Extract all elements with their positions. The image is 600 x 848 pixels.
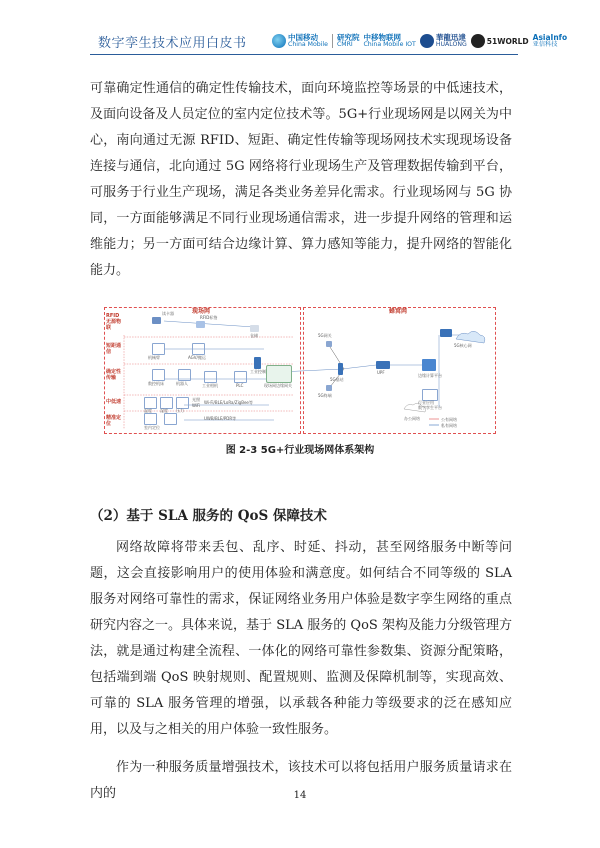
label-industry-app: 行业应用 [418, 400, 434, 405]
paragraph-1: 可靠确定性通信的确定性传输技术，面向环境监控等场景的中低速技术，及面向设备及人员定位的室内定位技术等。5G+行业现场网是以网关为中心，南向通过无源 RFID、短距、确定性传输等现场网技术实现现场设备连接与通信，北向通过 5G 网络将行业现场生产及管理数据传输到平台，可服务于行业生产现场，满足各类业务差异化需求。行业现场网与 5G 协同，一方面能够满足不同行业现场通信需求，进一步提升网络的管理和运维能力；另一方面可结合边缘计算、算力感知等能力，提升网络的智能化能力。 [90, 81, 512, 278]
header-title: 数字孪生技术应用白皮书 [98, 36, 247, 51]
label-agv: AGV/搬运 [188, 355, 206, 360]
header-rule [90, 54, 518, 55]
label-humidity: 湿度 [160, 408, 168, 413]
label-wireless-protocols: Wi-Fi/BLE/LoRa/ZigBee等 [204, 400, 253, 405]
label-digital-twin-platform: 数字孪生平台 [418, 405, 442, 410]
side-label-short-range: 短距通信 [106, 343, 122, 355]
page-header [0, 0, 600, 58]
china-mobile-icon [272, 34, 286, 48]
side-label-positioning: 精准定位 [106, 415, 122, 427]
agv-icon [192, 343, 205, 355]
rfid-reader-icon [152, 317, 161, 324]
hualong-icon [420, 34, 434, 48]
cmri-logo: 研究院 CMRI [336, 33, 360, 48]
hualong-logo: 華龍迅達 HUALONG [420, 34, 467, 48]
plc-icon [234, 371, 247, 383]
paragraph-2: 网络故障将带来丢包、乱序、时延、抖动，甚至网络服务中断等问题，这会直接影响用户的使用体验和满意度。如何结合不同等级的 SLA 服务对网络可靠性的需求，保证网络业务用户体验是数字孪生网络的重点研究内容之一。具体来说，基于 SLA 服务的 QoS 架构及能力分级管理方法，就是通过构建全流程、一体化的网络可靠性参数集、资源分配策略，包括端到端 QoS 映射规则、配置规则、监测及保障机制等，实现高效、可靠的 SLA 服务管理的增强，以承载各种能力等级要求的泛在感知应用，以及与之相关的用户体验一致性服务。 [90, 540, 512, 737]
page-number: 14 [293, 790, 307, 801]
industrial-camera-icon [204, 371, 217, 383]
label-edge-platform: 边缘计算平台 [418, 373, 442, 378]
label-private-network: 私有网络 [441, 423, 457, 428]
positioning-tag-icon [144, 413, 157, 425]
architecture-figure [104, 307, 496, 434]
robot-arm-icon [152, 343, 165, 355]
label-robot: 机器人 [176, 381, 188, 386]
logo-separator [332, 34, 333, 48]
robot-icon [178, 369, 191, 381]
51world-logo: 51WORLD [471, 34, 529, 48]
field-network-title: 现场网 [192, 308, 211, 315]
china-mobile-logo: 中国移动 China Mobile [272, 34, 328, 48]
figure-caption: 图 2-3 5G+行业现场网体系架构 [225, 445, 375, 456]
label-light: 光照 [192, 397, 200, 402]
label-cnc: 数控机床 [148, 381, 164, 386]
label-temperature: 温度 [144, 408, 152, 413]
side-label-rfid: RFID无源物联 [106, 313, 122, 331]
label-upf: UPF [377, 370, 385, 375]
label-industrial-control: 工业控制 [250, 369, 266, 374]
asiainfo-logo: AsiaInfo 亚信科技 [532, 33, 568, 48]
label-positioning-protocols: UWB/BLE/PDR等 [204, 416, 237, 421]
label-plc: PLC [236, 383, 244, 388]
label-5g-gateway: 5G网关 [318, 333, 332, 338]
upf-node [376, 361, 390, 369]
5g-terminal-icon-2 [326, 385, 332, 391]
label-wifi: WiFi [192, 403, 201, 408]
label-reader: 读卡器 [162, 311, 174, 316]
label-5g-core: 5G核心网 [454, 343, 472, 348]
label-warehouse: 仓储 [250, 333, 258, 338]
gateway-antenna-icon [254, 357, 261, 369]
edge-computing-platform [422, 359, 436, 371]
logo-strip [272, 30, 567, 52]
51world-icon [471, 34, 485, 48]
label-rfid-tag: RFID标签 [200, 315, 218, 320]
label-5g-terminal: 5G终端 [318, 393, 332, 398]
label-public-network: 公有网络 [441, 417, 457, 422]
label-edge-gateway: 现场网边缘网关 [264, 383, 292, 388]
label-office-network: 办公网络 [404, 416, 420, 421]
section-heading: （2）基于 SLA 服务的 QoS 保障技术 [90, 508, 327, 524]
cellular-network-title: 蜂窝网 [389, 308, 408, 315]
warehouse-icon [250, 325, 259, 332]
5g-core-network [440, 329, 452, 337]
rfid-tag-icon [196, 321, 205, 328]
edge-gateway [266, 365, 292, 383]
label-robot-arm: 机械臂 [148, 355, 160, 360]
paragraph-3: 作为一种服务质量增强技术，该技术可以将包括用户服务质量请求在内的 [90, 760, 512, 801]
5g-base-station-icon [338, 363, 343, 375]
label-camera: 工业相机 [202, 383, 218, 388]
side-label-deterministic: 确定性传输 [106, 369, 122, 381]
label-pressure: 压力 [176, 408, 184, 413]
side-label-low-speed: 中低速 [106, 399, 122, 405]
5g-terminal-icon [326, 341, 332, 347]
cnc-machine-icon [152, 369, 165, 381]
china-mobile-iot-logo: 中移物联网 China Mobile IOT [363, 33, 416, 48]
positioning-anchor-icon [164, 413, 177, 425]
label-indoor-positioning: 室内定位 [144, 425, 160, 430]
label-5g-base-station: 5G基站 [330, 377, 344, 382]
